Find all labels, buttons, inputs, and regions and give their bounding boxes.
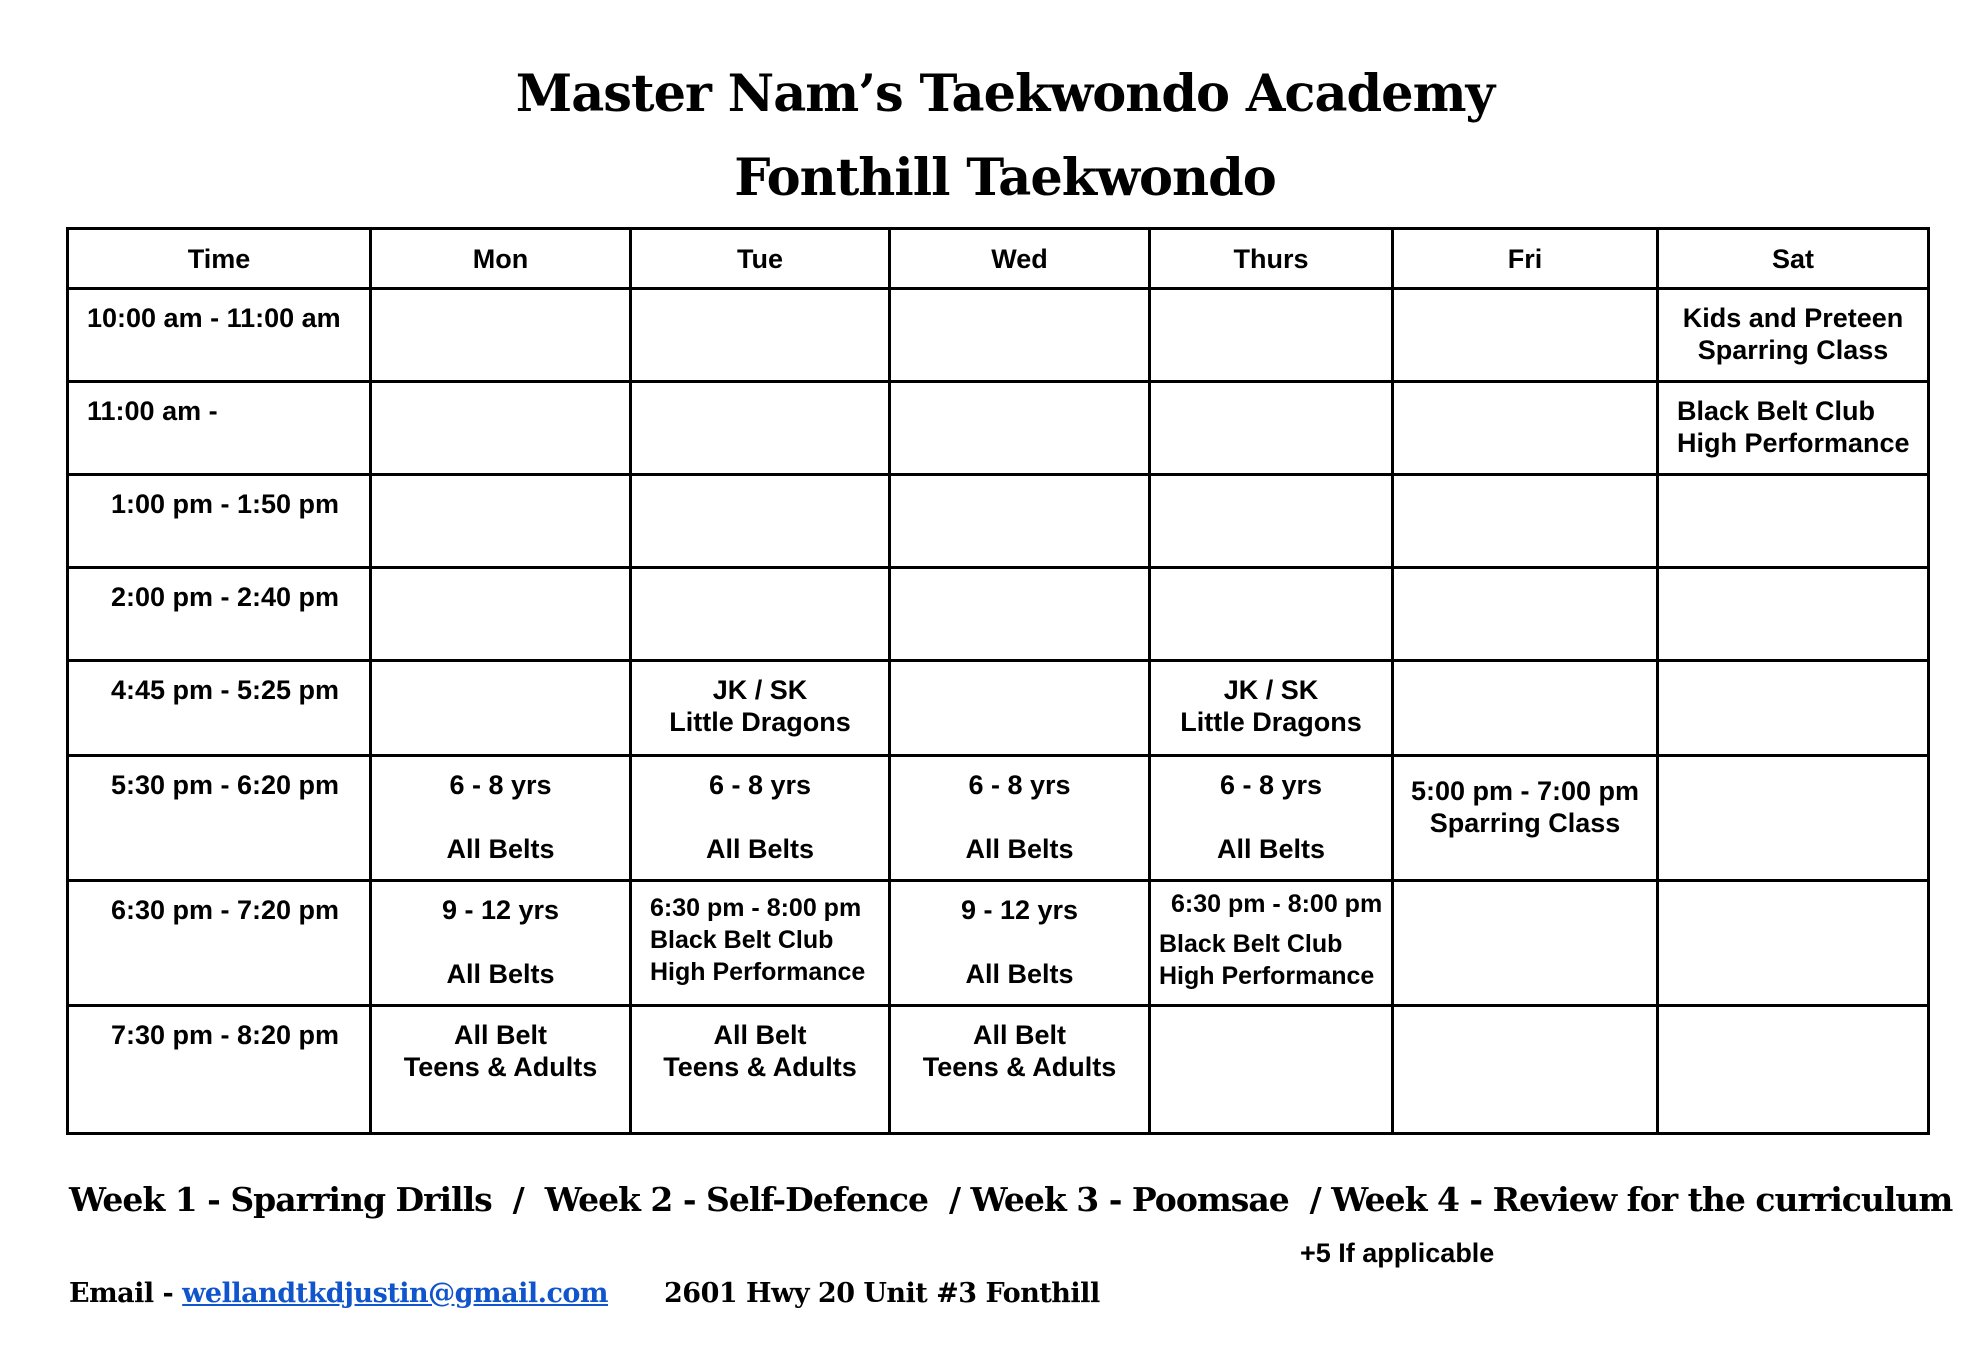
thurs-cell bbox=[1150, 756, 1393, 881]
mon-cell bbox=[371, 289, 631, 382]
schedule-table bbox=[66, 227, 1930, 1135]
page-subtitle: Fonthill Taekwondo bbox=[734, 148, 1276, 208]
belt-level: All Belts bbox=[446, 959, 555, 989]
wed-cell bbox=[890, 289, 1150, 382]
class-name: Black Belt Club bbox=[650, 926, 834, 954]
time-cell bbox=[68, 289, 371, 382]
time-cell bbox=[68, 661, 371, 756]
age-group: 6 - 8 yrs bbox=[968, 770, 1071, 800]
tue-cell bbox=[631, 382, 890, 475]
table-row bbox=[68, 881, 1929, 1006]
belt-level: All Belt bbox=[713, 1020, 807, 1050]
column-header-fri: Fri bbox=[1393, 229, 1658, 289]
table-row bbox=[68, 382, 1929, 475]
tue-cell bbox=[631, 568, 890, 661]
wed-cell bbox=[890, 881, 1150, 1006]
class-detail: Little Dragons bbox=[1180, 707, 1362, 737]
time-label: 10:00 am - 11:00 am bbox=[87, 303, 341, 333]
tue-cell bbox=[631, 1006, 890, 1134]
table-row bbox=[68, 756, 1929, 881]
tue-cell bbox=[631, 289, 890, 382]
thurs-cell bbox=[1150, 475, 1393, 568]
email-label: Email - bbox=[69, 1278, 183, 1309]
fri-cell bbox=[1393, 881, 1658, 1006]
sat-cell bbox=[1658, 661, 1929, 756]
sat-cell bbox=[1658, 475, 1929, 568]
sat-cell bbox=[1658, 568, 1929, 661]
class-time: 5:00 pm - 7:00 pm bbox=[1410, 776, 1640, 806]
fri-cell bbox=[1393, 382, 1658, 475]
class-name: JK / SK bbox=[1223, 675, 1319, 705]
class-time: 6:30 pm - 8:00 pm bbox=[1171, 890, 1383, 918]
time-cell bbox=[68, 382, 371, 475]
class-detail: High Performance bbox=[1159, 962, 1375, 990]
age-group: 9 - 12 yrs bbox=[441, 895, 560, 925]
age-group: Teens & Adults bbox=[403, 1052, 598, 1082]
column-header-mon: Mon bbox=[371, 229, 631, 289]
belt-level: All Belts bbox=[1216, 834, 1326, 864]
thurs-cell bbox=[1150, 661, 1393, 756]
fri-cell bbox=[1393, 475, 1658, 568]
tue-cell bbox=[631, 475, 890, 568]
class-detail: High Performance bbox=[650, 958, 866, 986]
wed-cell bbox=[890, 661, 1150, 756]
mon-cell bbox=[371, 881, 631, 1006]
wed-cell bbox=[890, 756, 1150, 881]
class-name: Black Belt Club bbox=[1677, 396, 1876, 426]
thurs-cell bbox=[1150, 568, 1393, 661]
thurs-cell bbox=[1150, 382, 1393, 475]
mon-cell bbox=[371, 382, 631, 475]
sat-cell bbox=[1658, 289, 1929, 382]
age-group: Teens & Adults bbox=[922, 1052, 1117, 1082]
class-time: 6:30 pm - 8:00 pm bbox=[650, 894, 862, 922]
class-name: Black Belt Club bbox=[1159, 930, 1343, 958]
age-group: 9 - 12 yrs bbox=[960, 895, 1079, 925]
column-header-thurs: Thurs bbox=[1150, 229, 1393, 289]
fri-cell bbox=[1393, 756, 1658, 881]
wed-cell bbox=[890, 382, 1150, 475]
class-name: Sparring Class bbox=[1429, 808, 1621, 838]
class-detail: Little Dragons bbox=[669, 707, 851, 737]
table-row bbox=[68, 289, 1929, 382]
time-label: 4:45 pm - 5:25 pm bbox=[110, 675, 340, 705]
column-header-tue: Tue bbox=[631, 229, 890, 289]
mon-cell bbox=[371, 475, 631, 568]
time-label: 1:00 pm - 1:50 pm bbox=[110, 489, 340, 519]
column-header-sat: Sat bbox=[1658, 229, 1929, 289]
wed-cell bbox=[890, 568, 1150, 661]
class-name: Kids and Preteen bbox=[1682, 303, 1904, 333]
table-row bbox=[68, 661, 1929, 756]
tue-cell bbox=[631, 881, 890, 1006]
belt-level: All Belts bbox=[446, 834, 555, 864]
sat-cell bbox=[1658, 382, 1929, 475]
sat-cell bbox=[1658, 1006, 1929, 1134]
fri-cell bbox=[1393, 1006, 1658, 1134]
fri-cell bbox=[1393, 289, 1658, 382]
age-group: Teens & Adults bbox=[663, 1052, 857, 1082]
mon-cell bbox=[371, 568, 631, 661]
weekly-curriculum: Week 1 - Sparring Drills / Week 2 - Self-Defence / Week 3 - Poomsae / Week 4 - Review for the curriculum bbox=[69, 1180, 1953, 1219]
time-cell bbox=[68, 475, 371, 568]
time-cell bbox=[68, 1006, 371, 1134]
belt-level: All Belt bbox=[453, 1020, 547, 1050]
class-detail: High Performance bbox=[1677, 428, 1910, 458]
time-label: 2:00 pm - 2:40 pm bbox=[110, 582, 340, 612]
wed-cell bbox=[890, 475, 1150, 568]
address: 2601 Hwy 20 Unit #3 Fonthill bbox=[664, 1278, 1100, 1309]
fri-cell bbox=[1393, 661, 1658, 756]
email-link[interactable]: wellandtkdjustin@gmail.com bbox=[182, 1278, 609, 1309]
time-label: 5:30 pm - 6:20 pm bbox=[110, 770, 340, 800]
table-row bbox=[68, 568, 1929, 661]
table-row bbox=[68, 475, 1929, 568]
belt-level: All Belts bbox=[965, 834, 1074, 864]
sat-cell bbox=[1658, 756, 1929, 881]
time-cell bbox=[68, 881, 371, 1006]
time-label: 6:30 pm - 7:20 pm bbox=[110, 895, 340, 925]
mon-cell bbox=[371, 1006, 631, 1134]
age-group: 6 - 8 yrs bbox=[1219, 770, 1323, 800]
wed-cell bbox=[890, 1006, 1150, 1134]
age-group: 6 - 8 yrs bbox=[449, 770, 552, 800]
thurs-cell bbox=[1150, 881, 1393, 1006]
fri-cell bbox=[1393, 568, 1658, 661]
note: +5 If applicable bbox=[1300, 1238, 1495, 1268]
belt-level: All Belt bbox=[972, 1020, 1066, 1050]
thurs-cell bbox=[1150, 1006, 1393, 1134]
column-header-wed: Wed bbox=[890, 229, 1150, 289]
thurs-cell bbox=[1150, 289, 1393, 382]
class-name: JK / SK bbox=[712, 675, 808, 705]
time-cell bbox=[68, 756, 371, 881]
page-title: Master Nam’s Taekwondo Academy bbox=[515, 64, 1495, 124]
time-cell bbox=[68, 568, 371, 661]
time-label: 7:30 pm - 8:20 pm bbox=[110, 1020, 340, 1050]
time-label: 11:00 am - bbox=[87, 396, 218, 426]
class-detail: Sparring Class bbox=[1697, 335, 1889, 365]
mon-cell bbox=[371, 661, 631, 756]
mon-cell bbox=[371, 756, 631, 881]
belt-level: All Belts bbox=[965, 959, 1074, 989]
footer bbox=[69, 1278, 1100, 1309]
belt-level: All Belts bbox=[705, 834, 815, 864]
column-header-time: Time bbox=[68, 229, 371, 289]
age-group: 6 - 8 yrs bbox=[708, 770, 812, 800]
table-row bbox=[68, 1006, 1929, 1134]
tue-cell bbox=[631, 661, 890, 756]
sat-cell bbox=[1658, 881, 1929, 1006]
table-header-row bbox=[68, 229, 1929, 289]
tue-cell bbox=[631, 756, 890, 881]
